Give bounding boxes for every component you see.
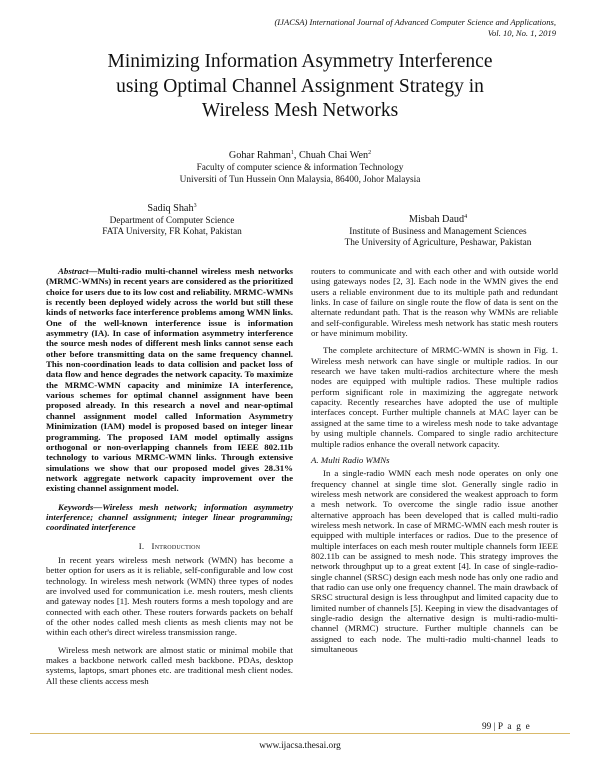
journal-header	[216, 17, 556, 39]
page-number-separator: |	[491, 722, 498, 732]
footer-rule	[30, 733, 570, 734]
intro-paragraph-1: In recent years wireless mesh network (WMN) has become a better option for users as it is reliable, self-configurable and low cost technology. In wireless mesh network (WMN) three types of nodes are involved used for communication i.e. mesh routers, mesh clients and gateway nodes [1]. Mesh routers forms a mesh topology and are connected with each other. These routers forwards packets on behalf of the other nodes called mesh clients as mesh clients may not be within each other's direct wireless transmission range.	[46, 554, 293, 638]
abstract-text: Multi-radio multi-channel wireless mesh networks (MRMC-WMNs) in recent years are considered as the prioritized choice for users due to its low cost and reliability. MRMC-WMNs is recently been deployed widely across the world but still these kinds of networks face interference problems among WMN links. One of the well-known interference issue is information asymmetry (IA). In case of information asymmetry interference the source mesh nodes of different mesh links cannot sense each other before transmitting data on the same frequency channel. This non-coordination leads to data collision and packet loss of data flow and hence degrades the network capacity. To maximize the MRMC-WMN capacity and minimize IA interference, various schemes for optimal channel assignment have been proposed already. In this research a novel and near-optimal channel assignment model called Information Asymmetry Minimization (IAM) model is proposed based on integer linear programming. The proposed IAM model optimally assigns orthogonal or non-overlapping channels from IEEE 802.11b technology to various MRMC-WMN links. Through extensive simulations we show that our proposed model gives 28.31% network aggregate network capacity improvement over the existing channel assignment model.	[46, 266, 293, 494]
author-separator: ,	[293, 150, 299, 161]
author-block-main	[0, 150, 600, 187]
abstract	[46, 266, 293, 494]
section-numeral: I.	[138, 540, 145, 551]
author-left-affiliation-1: Department of Computer Science	[109, 215, 235, 226]
author-left-affiliation-2: FATA University, FR Kohat, Pakistan	[102, 227, 242, 237]
abstract-label: Abstract	[58, 266, 89, 276]
footer-url: www.ijacsa.thesai.org	[259, 741, 341, 751]
keywords	[46, 502, 293, 533]
author-sup-4: 4	[464, 213, 468, 220]
paper-title	[40, 50, 560, 124]
title-line-3: Wireless Mesh Networks	[201, 100, 399, 121]
page-number-value: 99	[482, 722, 492, 732]
author-right-affiliation-2: The University of Agriculture, Peshawar, Pakistan	[344, 238, 532, 248]
author-name-1: Gohar Rahman	[228, 150, 291, 161]
section-heading-introduction	[46, 541, 293, 551]
keywords-text: Wireless mesh network; information asymmetry interference; channel assignment; integer linear programming; coordinated interference	[46, 501, 293, 533]
section-title: Introduction	[151, 540, 201, 551]
right-paragraph-1: routers to communicate and with each other and with outside world using gateways nodes [2, 3]. Each node in the WMN gives the end users a reliable environment due to its multiple path and redundant links. In case of failure on single route the flow of data is sent on the alternate redundant path. That is the reason why WMNs are reliable and self-configurable. Wireless mesh network has static mesh routers or have minimum mobility.	[311, 266, 558, 339]
right-column	[311, 266, 558, 654]
left-column	[46, 266, 293, 686]
subsection-heading-multi-radio: A. Multi Radio WMNs	[311, 454, 390, 465]
author-block-right	[318, 214, 558, 250]
author-name-4: Misbah Daud	[408, 214, 465, 225]
intro-paragraph-2: Wireless mesh network are almost static or minimal mobile that makes a backbone network called mesh backbone. PDAs, desktop systems, laptops, smart phones etc. are traditional mesh client nodes. All these clients access mesh	[46, 644, 293, 686]
title-line-2: using Optimal Channel Assignment Strategy in	[116, 75, 484, 97]
right-paragraph-2: The complete architecture of MRMC-WMN is shown in Fig. 1. Wireless mesh network can have single or multiple radios. In our research we have taken multi-radios architecture where the mesh nodes are equipped with multiple radios. These multiple radios perform significant role in maximizing the aggregate network capacity. Recently researches have adopted the use of multiple interfaces concept. Further multiple channels at MAC layer can be assigned at the same time to a wireless mesh node to take advantage by using multiple channels. Compared to single radio architecture multiple radios enhance the overall network capacity.	[311, 345, 558, 449]
page-label: P a g e	[497, 722, 531, 732]
keywords-dash: —	[93, 501, 103, 512]
author-affiliation-1: Faculty of computer science & information Technology	[196, 163, 404, 174]
author-affiliation-2: Universiti of Tun Hussein Onn Malaysia, 86400, Johor Malaysia	[179, 175, 421, 186]
author-sup-2: 2	[368, 149, 372, 156]
journal-name: (IJACSA) International Journal of Advanced Computer Science and Applications,	[274, 17, 556, 27]
author-block-left	[72, 203, 272, 239]
author-name-2: Chuah Chai Wen	[298, 150, 369, 161]
author-sup-1: 1	[290, 149, 294, 156]
author-name-3: Sadiq Shah	[147, 203, 194, 214]
author-names	[0, 150, 600, 162]
author-sup-3: 3	[193, 202, 197, 209]
keywords-label: Keywords	[58, 501, 94, 512]
title-line-1: Minimizing Information Asymmetry Interference	[107, 51, 493, 72]
author-right-affiliation-1: Institute of Business and Management Sciences	[349, 226, 527, 237]
abstract-dash: —	[88, 266, 98, 276]
right-paragraph-3: In a single-radio WMN each mesh node operates on only one frequency channel at single time slot. Generally single radio in wireless mesh network are considered the weakest approach to form a mesh network. To overcome the single radio issue another alternative approach has been developed that is called multi-radio wireless mesh network. In case of MRMC-WMN each mesh router is equipped with multiple interfaces or radios. Due to the presence of multiple interfaces on each mesh router multiple channels form IEEE 802.11b can be assigned to mesh node. This strategy improves the network throughput up to a great extent [4]. In case of single-radio-single channel (SRSC) design each mesh node has only one radio and that radio can use only one frequency channel. The main drawback of SRSC structural design is less throughput and limited capacity due to limited number of channels [5]. Keeping in view the disadvantages of single-radio design the alternative design is multi-radio-multi-channel (MRMC) structure. Further multiple channels can be assigned to each node. The multi-radio multi-channel leads to simultaneous	[311, 468, 558, 655]
page-number	[482, 722, 531, 732]
journal-volume: Vol. 10, No. 1, 2019	[487, 28, 556, 38]
